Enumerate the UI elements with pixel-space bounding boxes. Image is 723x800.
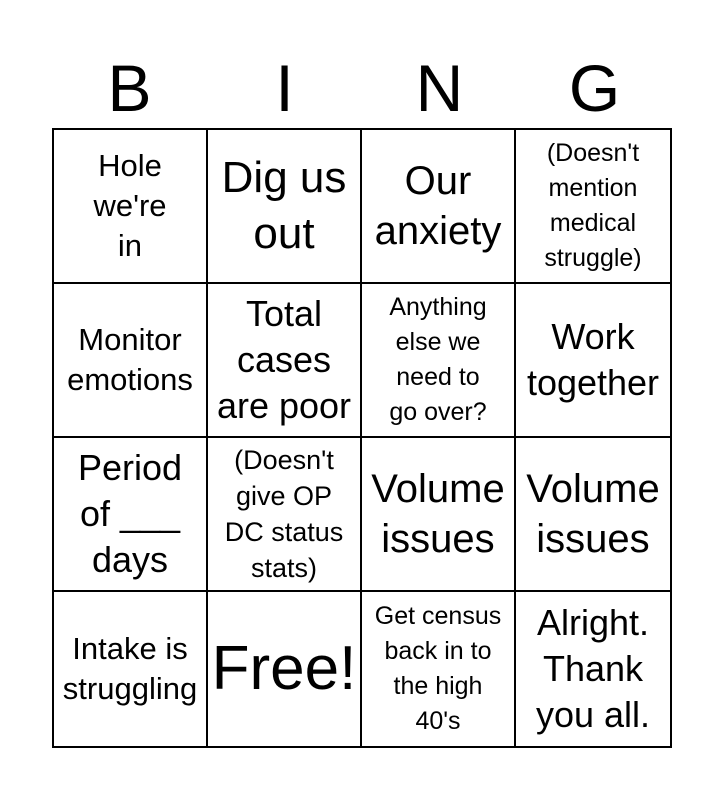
bingo-free-space[interactable]: [208, 592, 362, 746]
bingo-cell[interactable]: [208, 438, 362, 592]
bingo-cell-text: Dig us out: [221, 153, 347, 258]
bingo-cell[interactable]: [208, 284, 362, 438]
bingo-cell-text: Volume issues: [526, 467, 660, 561]
bingo-cell-text: Total cases are poor: [216, 293, 352, 426]
bingo-cell[interactable]: [54, 592, 208, 746]
bingo-cell[interactable]: [54, 284, 208, 438]
bingo-cell[interactable]: [362, 438, 516, 592]
bingo-cell-text: Our anxiety: [374, 159, 502, 253]
bingo-cell[interactable]: [362, 592, 516, 746]
bingo-cell[interactable]: [516, 284, 670, 438]
bingo-cell[interactable]: [54, 438, 208, 592]
bingo-cell-text: Period of ___ days: [77, 447, 183, 580]
bingo-card-grid: [52, 128, 672, 748]
bingo-cell[interactable]: [362, 284, 516, 438]
bingo-cell[interactable]: [516, 130, 670, 284]
bingo-cell-text: Work together: [526, 316, 660, 403]
header-letter-g: G: [568, 51, 621, 125]
bingo-header: [52, 52, 672, 124]
bingo-cell[interactable]: [54, 130, 208, 284]
bingo-cell[interactable]: [208, 130, 362, 284]
bingo-cell-text: Intake is struggling: [62, 631, 198, 706]
header-letter-n: N: [415, 51, 464, 125]
bingo-cell[interactable]: [516, 592, 670, 746]
header-letter-b: B: [107, 51, 152, 125]
bingo-cell-text: Get census back in to the high 40's: [374, 602, 502, 735]
bingo-cell-text: (Doesn't give OP DC status stats): [224, 445, 344, 583]
bingo-cell[interactable]: [516, 438, 670, 592]
free-space-label: Free!: [211, 634, 357, 703]
bingo-cell-text: Monitor emotions: [67, 322, 193, 397]
bingo-cell-text: Anything else we need to go over?: [389, 293, 487, 426]
bingo-cell-text: Volume issues: [371, 467, 505, 561]
bingo-cell-text: Alright. Thank you all.: [535, 602, 651, 735]
bingo-cell-text: Hole we're in: [93, 148, 167, 263]
bingo-cell-text: (Doesn't mention medical struggle): [544, 139, 642, 272]
header-letter-i: I: [275, 51, 294, 125]
bingo-cell[interactable]: [362, 130, 516, 284]
